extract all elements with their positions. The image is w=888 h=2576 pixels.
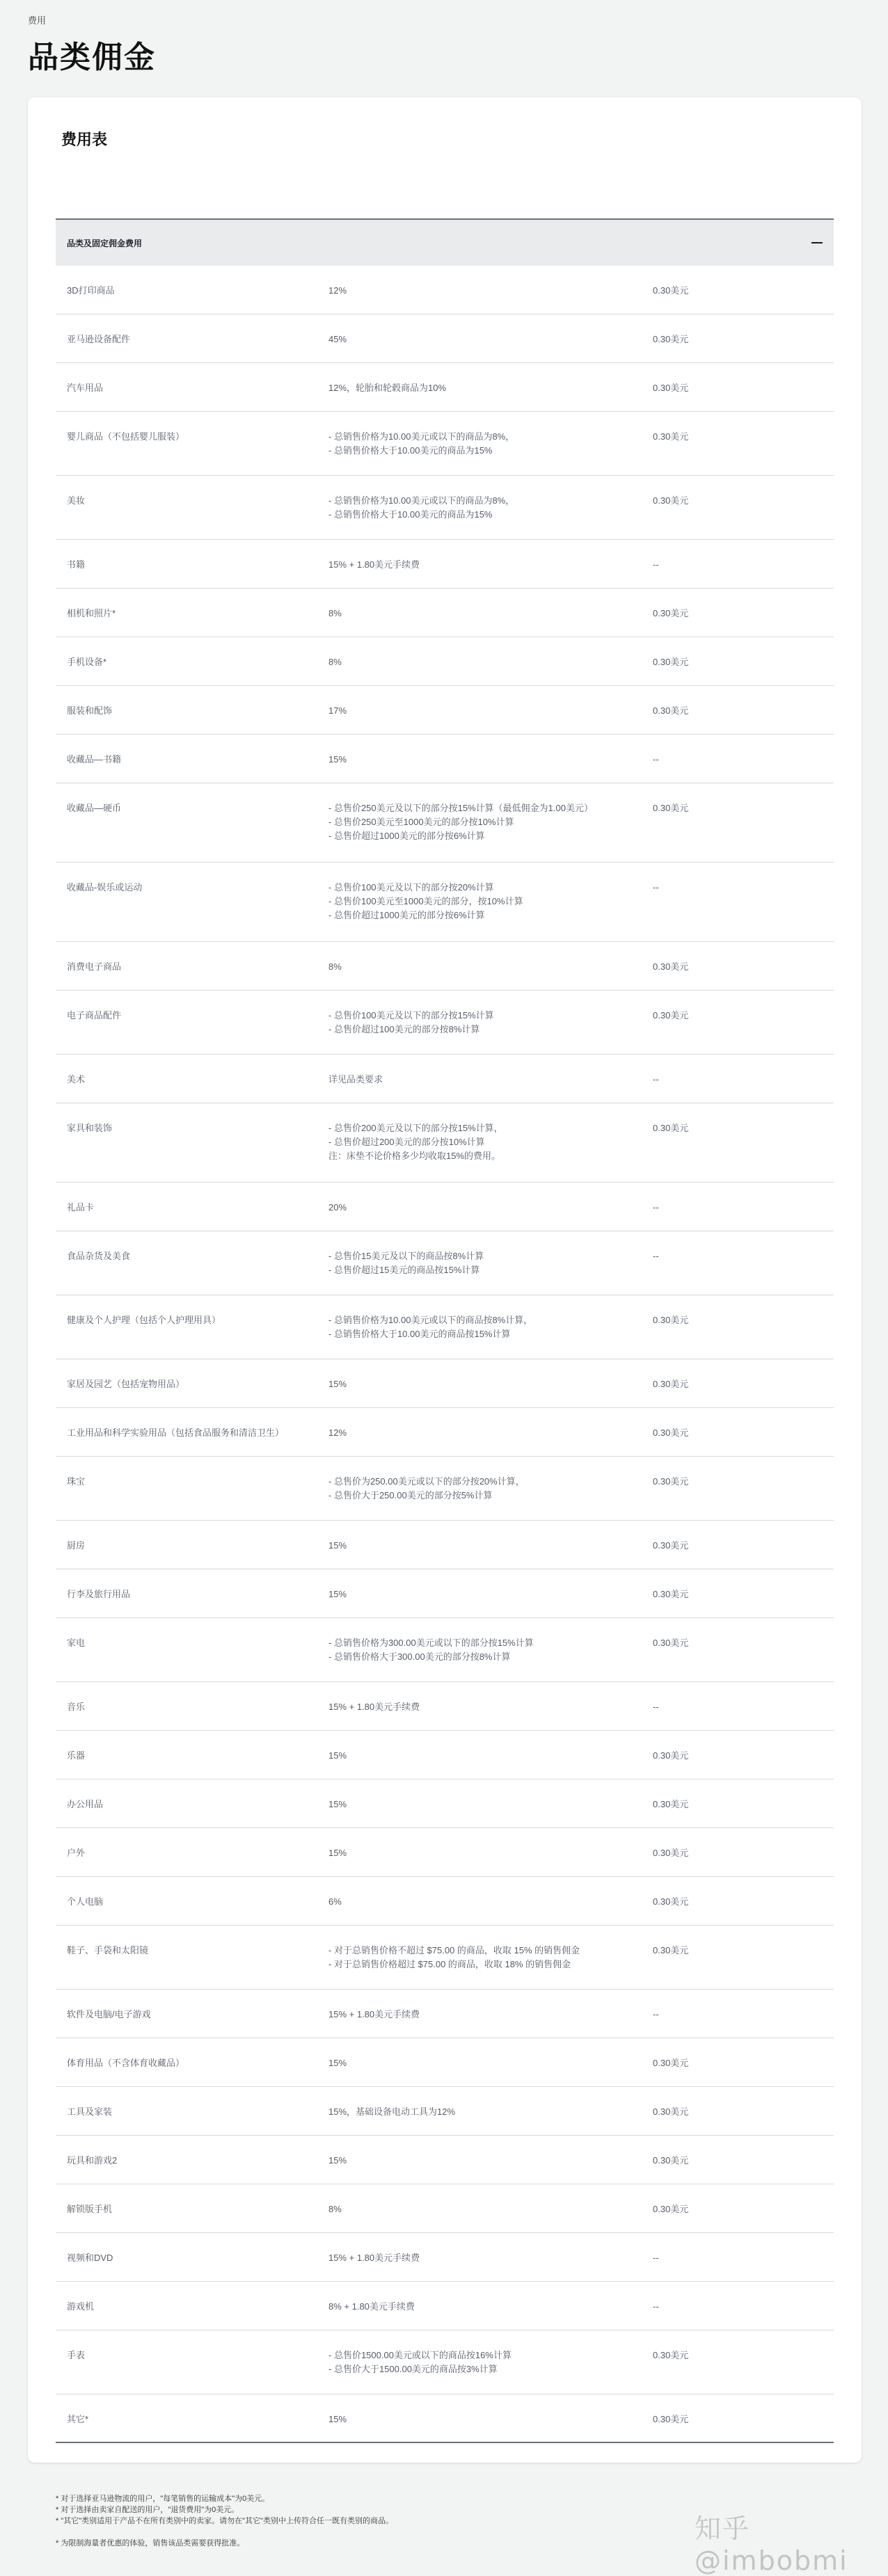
min-fee-cell: --: [653, 559, 659, 570]
table-row: [56, 2038, 834, 2087]
category-cell: 手表: [67, 2350, 86, 2360]
min-fee-cell: 0.30美元: [653, 1476, 689, 1487]
fee-table: [56, 218, 834, 2443]
table-row: [56, 1231, 834, 1295]
table-row: [56, 1828, 834, 1877]
category-cell: 珠宝: [67, 1476, 86, 1487]
rate-line: 12%，轮胎和轮毂商品为10%: [328, 383, 447, 393]
rate-line: 6%: [328, 1896, 342, 1907]
min-fee-cell: 0.30美元: [653, 2204, 689, 2214]
footnote-2: * 对于选择由卖家自配送的用户，"退货费用"为0美元。: [56, 2506, 239, 2514]
rate-cell: [328, 1073, 653, 1103]
rate-line: 详见品类要求: [328, 1074, 383, 1085]
table-row: [56, 2136, 834, 2184]
category-cell: 办公用品: [67, 1799, 104, 1809]
rate-cell: [328, 1895, 653, 1925]
min-fee-cell: 0.30美元: [653, 1379, 689, 1389]
rate-cell: [328, 1009, 653, 1054]
rate-cell: [328, 1539, 653, 1569]
category-cell: 礼品卡: [67, 1202, 95, 1213]
table-row: [56, 363, 834, 412]
rate-cell: [328, 2154, 653, 2184]
category-cell: 家具和装饰: [67, 1123, 113, 1133]
table-row: [56, 1359, 834, 1408]
rate-cell: [328, 1201, 653, 1231]
min-fee-cell: 0.30美元: [653, 2155, 689, 2166]
rate-line: 15%: [328, 1540, 347, 1551]
min-fee-cell: 0.30美元: [653, 1896, 689, 1907]
rate-line: 8%: [328, 608, 342, 618]
category-cell: 收藏品—硬币: [67, 803, 122, 813]
rate-cell: [328, 1249, 653, 1295]
table-row: [56, 476, 834, 540]
category-cell: 亚马逊设备配件: [67, 334, 131, 344]
footnotes: [56, 2493, 393, 2549]
table-row: [56, 1295, 834, 1359]
min-fee-cell: --: [653, 1074, 659, 1085]
section-title: 费用表: [61, 131, 108, 148]
rate-line: - 总售价250美元及以下的部分按15%计算（最低佣金为1.00美元）: [328, 803, 593, 813]
category-cell: 汽车用品: [67, 383, 104, 393]
category-cell: 个人电脑: [67, 1896, 104, 1907]
rate-cell: [328, 753, 653, 783]
rate-cell: [328, 284, 653, 314]
min-fee-cell: 0.30美元: [653, 2350, 689, 2360]
rate-line: 15%: [328, 1750, 347, 1761]
min-fee-cell: 0.30美元: [653, 1589, 689, 1599]
rate-line: 15%: [328, 1589, 347, 1599]
table-row: [56, 1103, 834, 1183]
rate-line: 12%: [328, 285, 347, 296]
page-title: 品类佣金: [28, 40, 156, 74]
table-row: [56, 637, 834, 686]
table-body: [56, 266, 834, 2443]
category-cell: 户外: [67, 1848, 86, 1858]
rate-cell: [328, 704, 653, 734]
rate-line: 8%: [328, 657, 342, 667]
table-row: [56, 540, 834, 589]
rate-cell: [328, 1121, 653, 1182]
rate-line: 15%: [328, 1799, 347, 1809]
rate-line: 15% + 1.80美元手续费: [328, 2253, 420, 2263]
rate-cell: [328, 1426, 653, 1456]
table-row: [56, 2394, 834, 2443]
rate-line: 15%: [328, 2155, 347, 2166]
table-header[interactable]: [56, 218, 834, 266]
rate-line: - 总售价1500.00美元或以下的商品按16%计算: [328, 2350, 512, 2360]
table-row: [56, 1682, 834, 1731]
rate-line: 12%: [328, 1427, 347, 1438]
rate-line: 15%: [328, 1379, 347, 1389]
min-fee-cell: --: [653, 2253, 659, 2263]
min-fee-cell: 0.30美元: [653, 431, 689, 442]
min-fee-cell: 0.30美元: [653, 285, 689, 296]
rate-cell: [328, 1846, 653, 1876]
category-cell: 家电: [67, 1638, 86, 1648]
rate-line: 15%: [328, 2414, 347, 2424]
category-cell: 乐器: [67, 1750, 86, 1761]
rate-cell: [328, 1377, 653, 1407]
rate-cell: [328, 558, 653, 588]
rate-cell: [328, 960, 653, 990]
rate-line: - 总售价100美元及以下的部分按15%计算: [328, 1010, 494, 1021]
table-row: [56, 1990, 834, 2038]
rate-line: - 总售价超过1000美元的部分按6%计算: [328, 831, 485, 841]
rate-cell: [328, 1700, 653, 1730]
category-cell: 3D打印商品: [67, 285, 115, 296]
rate-cell: [328, 1944, 653, 1989]
rate-line: - 总售价100美元及以下的部分按20%计算: [328, 882, 494, 893]
collapse-icon[interactable]: [811, 242, 823, 243]
category-cell: 服装和配饰: [67, 705, 113, 716]
rate-line: 8%: [328, 2204, 342, 2214]
table-row: [56, 1877, 834, 1926]
rate-line: 17%: [328, 705, 347, 716]
table-row: [56, 2233, 834, 2282]
table-header-label: 品类及固定佣金费用: [67, 238, 143, 248]
breadcrumb[interactable]: 费用: [28, 15, 47, 26]
rate-cell: [328, 2008, 653, 2038]
min-fee-cell: 0.30美元: [653, 383, 689, 393]
footnote-3: * "其它"类别适用于产品不在所有类别中的卖家。请勿在"其它"类别中上传符合任一既有类别的商品。: [56, 2517, 393, 2525]
rate-line: - 总售价200美元及以下的部分按15%计算，: [328, 1123, 503, 1133]
min-fee-cell: 0.30美元: [653, 803, 689, 813]
watermark: 知乎 @imbobmi: [695, 2513, 848, 2576]
min-fee-cell: 0.30美元: [653, 1799, 689, 1809]
rate-cell: [328, 2300, 653, 2330]
rate-line: 15%: [328, 754, 347, 765]
min-fee-cell: 0.30美元: [653, 2106, 689, 2117]
category-cell: 鞋子、手袋和太阳镜: [67, 1945, 149, 1955]
table-row: [56, 686, 834, 735]
rate-cell: [328, 1313, 653, 1359]
rate-cell: [328, 2056, 653, 2086]
table-row: [56, 1183, 834, 1231]
category-cell: 食品杂货及美食: [67, 1251, 131, 1261]
rate-cell: [328, 881, 653, 941]
rate-line: 15% + 1.80美元手续费: [328, 559, 420, 570]
rate-line: 15%: [328, 1848, 347, 1858]
category-cell: 其它*: [67, 2414, 89, 2424]
rate-cell: [328, 333, 653, 362]
rate-cell: [328, 2413, 653, 2442]
rate-line: - 总销售价格大于10.00美元的商品为15%: [328, 445, 493, 456]
rate-cell: [328, 655, 653, 685]
min-fee-cell: 0.30美元: [653, 608, 689, 618]
rate-line: - 总售价超过15美元的商品按15%计算: [328, 1265, 480, 1275]
min-fee-cell: 0.30美元: [653, 495, 689, 506]
min-fee-cell: --: [653, 1251, 659, 1261]
rate-line: 20%: [328, 1202, 347, 1213]
rate-line: - 总售价超过100美元的部分按8%计算: [328, 1024, 480, 1034]
rate-line: - 总售价250美元至1000美元的部分按10%计算: [328, 817, 514, 827]
category-cell: 美妆: [67, 495, 86, 506]
min-fee-cell: --: [653, 754, 659, 765]
min-fee-cell: 0.30美元: [653, 1315, 689, 1325]
table-row: [56, 266, 834, 314]
min-fee-cell: --: [653, 1702, 659, 1712]
rate-line: - 总售价大于1500.00美元的商品按3%计算: [328, 2364, 498, 2374]
min-fee-cell: 0.30美元: [653, 2414, 689, 2424]
category-cell: 工业用品和科学实验用品（包括食品服务和清洁卫生）: [67, 1427, 285, 1438]
category-cell: 消费电子商品: [67, 961, 122, 972]
table-row: [56, 1521, 834, 1569]
category-cell: 行李及旅行用品: [67, 1589, 131, 1599]
min-fee-cell: 0.30美元: [653, 1010, 689, 1021]
table-row: [56, 1731, 834, 1779]
min-fee-cell: 0.30美元: [653, 1638, 689, 1648]
table-row: [56, 589, 834, 637]
category-cell: 视频和DVD: [67, 2253, 113, 2263]
rate-line: - 总销售价格为10.00美元或以下的商品按8%计算，: [328, 1315, 533, 1325]
rate-cell: [328, 801, 653, 862]
rate-line: - 对于总销售价格不超过 $75.00 的商品，收取 15% 的销售佣金: [328, 1945, 580, 1955]
table-row: [56, 991, 834, 1055]
category-cell: 游戏机: [67, 2301, 95, 2312]
category-cell: 音乐: [67, 1702, 86, 1712]
rate-line: 45%: [328, 334, 347, 344]
category-cell: 婴儿商品（不包括婴儿服装）: [67, 431, 185, 442]
min-fee-cell: 0.30美元: [653, 657, 689, 667]
min-fee-cell: --: [653, 1202, 659, 1213]
min-fee-cell: 0.30美元: [653, 961, 689, 972]
rate-cell: [328, 2202, 653, 2232]
rate-cell: [328, 430, 653, 475]
rate-cell: [328, 607, 653, 637]
min-fee-cell: 0.30美元: [653, 334, 689, 344]
category-cell: 相机和照片*: [67, 608, 116, 618]
table-row: [56, 942, 834, 991]
rate-line: - 总销售价格大于10.00美元的商品为15%: [328, 509, 493, 520]
rate-line: 15%，基础设备电动工具为12%: [328, 2106, 456, 2117]
min-fee-cell: 0.30美元: [653, 2058, 689, 2068]
min-fee-cell: 0.30美元: [653, 1848, 689, 1858]
table-row: [56, 2087, 834, 2136]
rate-line: - 对于总销售价格超过 $75.00 的商品，收取 18% 的销售佣金: [328, 1959, 571, 1969]
min-fee-cell: 0.30美元: [653, 1427, 689, 1438]
rate-line: - 总售价超过200美元的部分按10%计算: [328, 1137, 485, 1147]
rate-cell: [328, 1475, 653, 1520]
category-cell: 收藏品—书籍: [67, 754, 122, 765]
rate-cell: [328, 1636, 653, 1681]
category-cell: 体育用品（不含体育收藏品）: [67, 2058, 185, 2068]
rate-line: - 总销售价格为10.00美元或以下的商品为8%，: [328, 431, 515, 442]
rate-cell: [328, 494, 653, 539]
table-row: [56, 314, 834, 363]
fee-card: [28, 97, 862, 2463]
min-fee-cell: 0.30美元: [653, 705, 689, 716]
table-row: [56, 2184, 834, 2233]
rate-cell: [328, 1749, 653, 1779]
rate-cell: [328, 1587, 653, 1617]
table-row: [56, 783, 834, 863]
rate-line: 8%: [328, 961, 342, 972]
rate-line: 15% + 1.80美元手续费: [328, 2009, 420, 2019]
category-cell: 玩具和游戏2: [67, 2155, 118, 2166]
min-fee-cell: --: [653, 2301, 659, 2312]
rate-line: - 总售价15美元及以下的商品按8%计算: [328, 1251, 484, 1261]
category-cell: 电子商品配件: [67, 1010, 122, 1021]
min-fee-cell: 0.30美元: [653, 1945, 689, 1955]
table-row: [56, 1569, 834, 1618]
rate-line: - 总售价超过1000美元的部分按6%计算: [328, 910, 485, 920]
rate-line: 8% + 1.80美元手续费: [328, 2301, 415, 2312]
category-cell: 美术: [67, 1074, 86, 1085]
table-row: [56, 2330, 834, 2394]
rate-cell: [328, 2105, 653, 2135]
min-fee-cell: 0.30美元: [653, 1540, 689, 1551]
min-fee-cell: 0.30美元: [653, 1123, 689, 1133]
rate-line: 15% + 1.80美元手续费: [328, 1702, 420, 1712]
rate-line: - 总售价100美元至1000美元的部分，按10%计算: [328, 896, 523, 906]
rate-cell: [328, 381, 653, 411]
rate-line: - 总销售价格为10.00美元或以下的商品为8%，: [328, 495, 515, 506]
rate-line: 注：床垫不论价格多少均收取15%的费用。: [328, 1151, 501, 1161]
category-cell: 收藏品-娱乐或运动: [67, 882, 143, 893]
table-row: [56, 412, 834, 476]
min-fee-cell: 0.30美元: [653, 1750, 689, 1761]
category-cell: 软件及电脑/电子游戏: [67, 2009, 151, 2019]
table-row: [56, 1055, 834, 1103]
footnote-extra: * 为限制海量者优惠的体验，销售该品类需要获得批准。: [56, 2539, 245, 2547]
min-fee-cell: --: [653, 2009, 659, 2019]
rate-line: - 总销售价格大于10.00美元的商品按15%计算: [328, 1329, 511, 1339]
rate-cell: [328, 1798, 653, 1827]
table-row: [56, 1457, 834, 1521]
table-row: [56, 735, 834, 783]
rate-line: - 总售价为250.00美元或以下的部分按20%计算，: [328, 1476, 525, 1487]
table-row: [56, 1779, 834, 1828]
category-cell: 解锁版手机: [67, 2204, 113, 2214]
category-cell: 健康及个人护理（包括个人护理用具）: [67, 1315, 221, 1325]
category-cell: 厨房: [67, 1540, 86, 1551]
table-row: [56, 1618, 834, 1682]
rate-line: - 总售价大于250.00美元的部分按5%计算: [328, 1490, 493, 1501]
category-cell: 家居及园艺（包括宠物用品）: [67, 1379, 185, 1389]
rate-cell: [328, 2349, 653, 2394]
footnote-1: * 对于选择亚马逊物流的用户，"每笔销售的运输成本"为0美元。: [56, 2495, 270, 2503]
table-row: [56, 1926, 834, 1990]
category-cell: 手机设备*: [67, 657, 107, 667]
table-row: [56, 863, 834, 942]
rate-line: - 总销售价格为300.00美元或以下的部分按15%计算: [328, 1638, 534, 1648]
rate-line: 15%: [328, 2058, 347, 2068]
category-cell: 书籍: [67, 559, 86, 570]
rate-line: - 总销售价格大于300.00美元的部分按8%计算: [328, 1651, 511, 1662]
table-row: [56, 2282, 834, 2330]
category-cell: 工具及家装: [67, 2106, 113, 2117]
table-row: [56, 1408, 834, 1457]
rate-cell: [328, 2251, 653, 2281]
min-fee-cell: --: [653, 882, 659, 893]
